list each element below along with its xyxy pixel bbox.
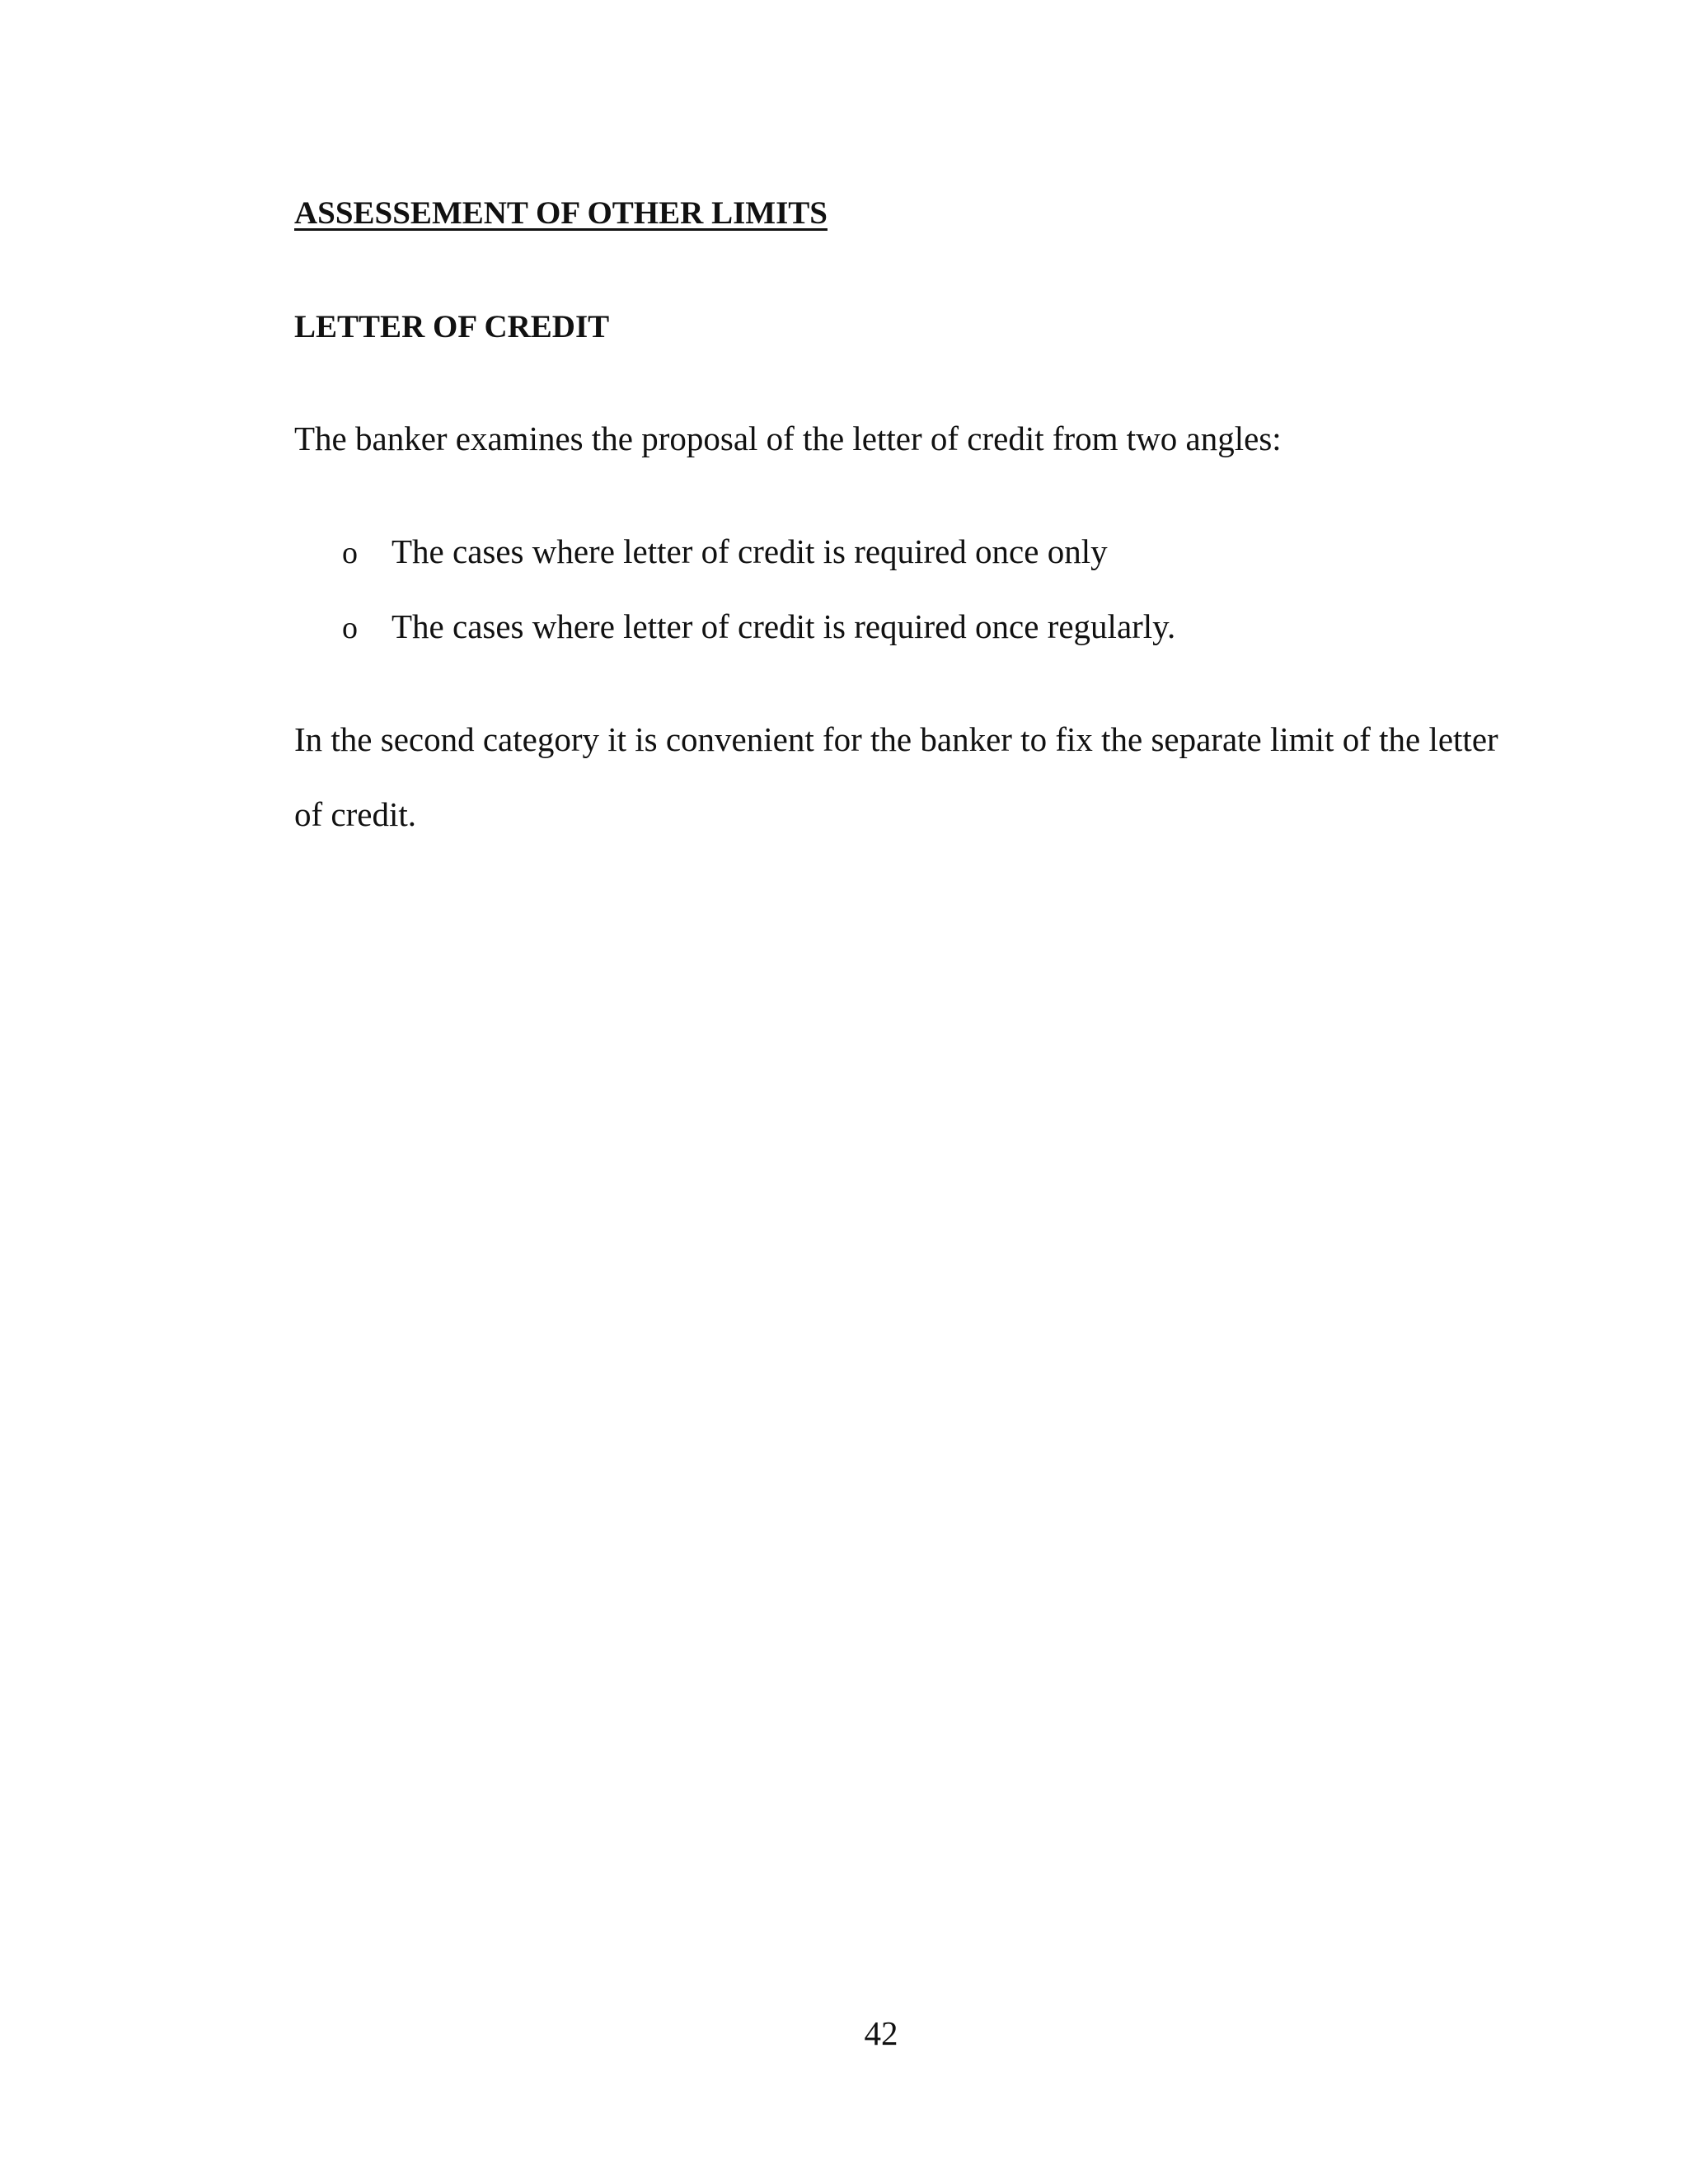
- closing-paragraph-line-1: In the second category it is convenient for the banker to fix the separate limit of the letter: [294, 720, 1498, 758]
- section-heading: ASSESSEMENT OF OTHER LIMITS: [294, 195, 828, 231]
- bullet-text: The cases where letter of credit is required once regularly.: [392, 607, 1176, 645]
- intro-paragraph: The banker examines the proposal of the letter of credit from two angles:: [294, 419, 1282, 457]
- closing-paragraph-line-2: of credit.: [294, 795, 416, 833]
- bullet-marker-icon: o: [342, 611, 358, 645]
- bullet-item: [342, 532, 1108, 571]
- bullet-text: The cases where letter of credit is required once only: [392, 532, 1108, 570]
- bullet-item: [342, 607, 1176, 646]
- subsection-heading: LETTER OF CREDIT: [294, 309, 610, 344]
- bullet-marker-icon: o: [342, 536, 358, 570]
- page-number: 42: [864, 2014, 898, 2052]
